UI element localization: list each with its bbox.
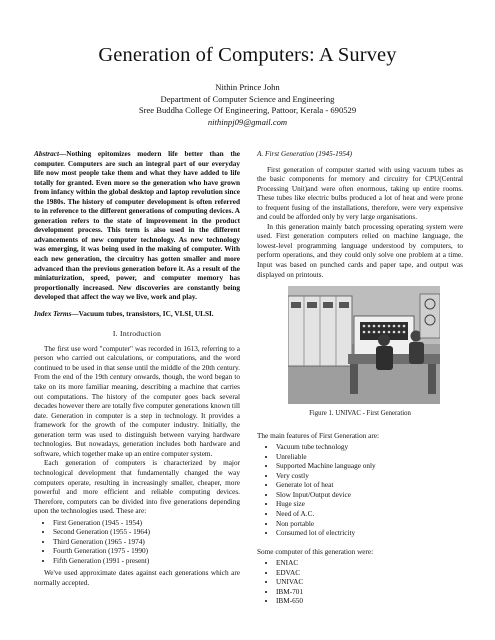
univac-illustration <box>288 286 440 404</box>
author-block <box>0 82 495 128</box>
right-column <box>257 150 463 610</box>
list-item: • Vacuum tube technology <box>276 443 463 453</box>
section-heading-introduction: I. Introduction <box>112 329 162 339</box>
list-item: • EDVAC <box>276 569 463 579</box>
list-item: • IBM-701 <box>276 588 463 598</box>
list-item: • Huge size <box>276 500 463 510</box>
intro-paragraph-1: The first use word "computer" was recorded in 1613, referring to a person who carried out calculations, or computations, and the word continued to be used in that sense until the middle of the 20th century. From the end of the 19th century onwards, though, the word began to take on its more familiar meaning, describing a machine that carries out computations. The history of the computer goes back several decades however there are totally five computer generations known till date. Generation in computer is a step in technology. It provides a framework for the growth of the computer industry. Initially, the generation term was used to distinguish between varying hardware technologies. But nowadays, generation includes both hardware and software, which together make up an entire computer system. <box>34 344 240 458</box>
list-item: • Slow Input/Output device <box>276 491 463 501</box>
list-item: • Non portable <box>276 520 463 530</box>
list-item: • ENIAC <box>276 559 463 569</box>
features-list <box>257 443 463 538</box>
paper-title: Generation of Computers: A Survey <box>98 44 397 66</box>
index-terms-label: Index Terms <box>34 309 72 318</box>
author-name: Nithin Prince John <box>215 82 280 92</box>
list-item: • UNIVAC <box>276 578 463 588</box>
intro-paragraph-3: We've used approximate dates against each generations which are normally accepted. <box>34 569 240 587</box>
list-item: • Need of A.C. <box>276 510 463 520</box>
first-gen-paragraph-2: In this generation mainly batch processing operating system were used. First generation computers relied on machine language, the lowest-level programming language understood by computers, to perform operations, and they could only solve one problem at a time. Input was based on punched cards and paper tape, and output was displayed on printouts. <box>257 222 463 279</box>
examples-list <box>257 559 463 607</box>
list-item: • Unreliable <box>276 453 463 463</box>
univac-photo <box>288 286 440 404</box>
list-item: • First Generation (1945 - 1954) <box>53 519 240 529</box>
first-gen-paragraph-1: First generation of computer started with using vacuum tubes as the basic components for memory and circuitry for CPU(Central Processing Unit)and were often enormous, taking up entire rooms. These tubes like electric bulbs produced a lot of heat and were prone to frequent fusing of the installations, therefore, were very expensive and could be afforded only by very large organisations. <box>257 165 463 222</box>
abstract <box>34 150 240 303</box>
list-item: • Very costly <box>276 472 463 482</box>
abstract-label: Abstract <box>34 150 59 158</box>
list-item: • Consumed lot of electricity <box>276 529 463 539</box>
list-item: • Generate lot of heat <box>276 481 463 491</box>
list-item: • Second Generation (1955 - 1964) <box>53 528 240 538</box>
list-item: • Third Generation (1965 - 1974) <box>53 538 240 548</box>
left-column <box>34 150 240 589</box>
generations-list <box>34 519 240 567</box>
index-terms-text: —Vacuum tubes, transistors, IC, VLSI, ULSI. <box>71 309 214 318</box>
index-terms <box>34 310 240 320</box>
list-item: • Fourth Generation (1975 - 1990) <box>53 547 240 557</box>
list-item: • Supported Machine language only <box>276 462 463 472</box>
list-item: • Fifth Generation (1991 - present) <box>53 557 240 567</box>
abstract-text: —Nothing epitomizes modern life better than the computer. Computers are such an integral part of our everyday life now most people take them and what they have added to life totally for granted. Even more so the generation who have grown from infancy within the global desktop and laptop revolution since the 1980s. The history of computer development is often referred to in reference to the different generations of computing devices. A generation refers to the state of improvement in the product development process. This term is also used in the different advancements of new computer technology. As new technology was emerging, it was being used in the making of computer. With each new generation, the circuitry has gotten smaller and more advanced than the previous generation before it. As a result of the miniaturization, speed, power, and computer memory has proportionally increased. New discoveries are constantly being developed that affect the way we live, work and play. <box>34 150 240 302</box>
author-department: Department of Computer Science and Engineering <box>160 93 335 104</box>
intro-paragraph-2: Each generation of computers is characterized by major technological development that fundamentally changed the way computers operate, resulting in increasingly smaller, cheaper, more powerful and more efficient and reliable computing devices. Therefore, computers can be divided into five generations depending upon the technologies used. These are: <box>34 459 240 516</box>
list-item: • IBM-650 <box>276 597 463 607</box>
author-college: Sree Buddha College Of Engineering, Pattoor, Kerala - 690529 <box>138 105 357 115</box>
features-intro: The main features of First Generation are: <box>257 431 379 440</box>
examples-intro: Some computer of this generation were: <box>257 547 374 556</box>
figure-caption: Figure 1. UNIVAC - First Generation <box>309 410 411 418</box>
author-email: nithinpj09@gmail.com <box>207 116 288 127</box>
subsection-heading-first-generation: A. First Generation (1945-1954) <box>257 150 353 158</box>
